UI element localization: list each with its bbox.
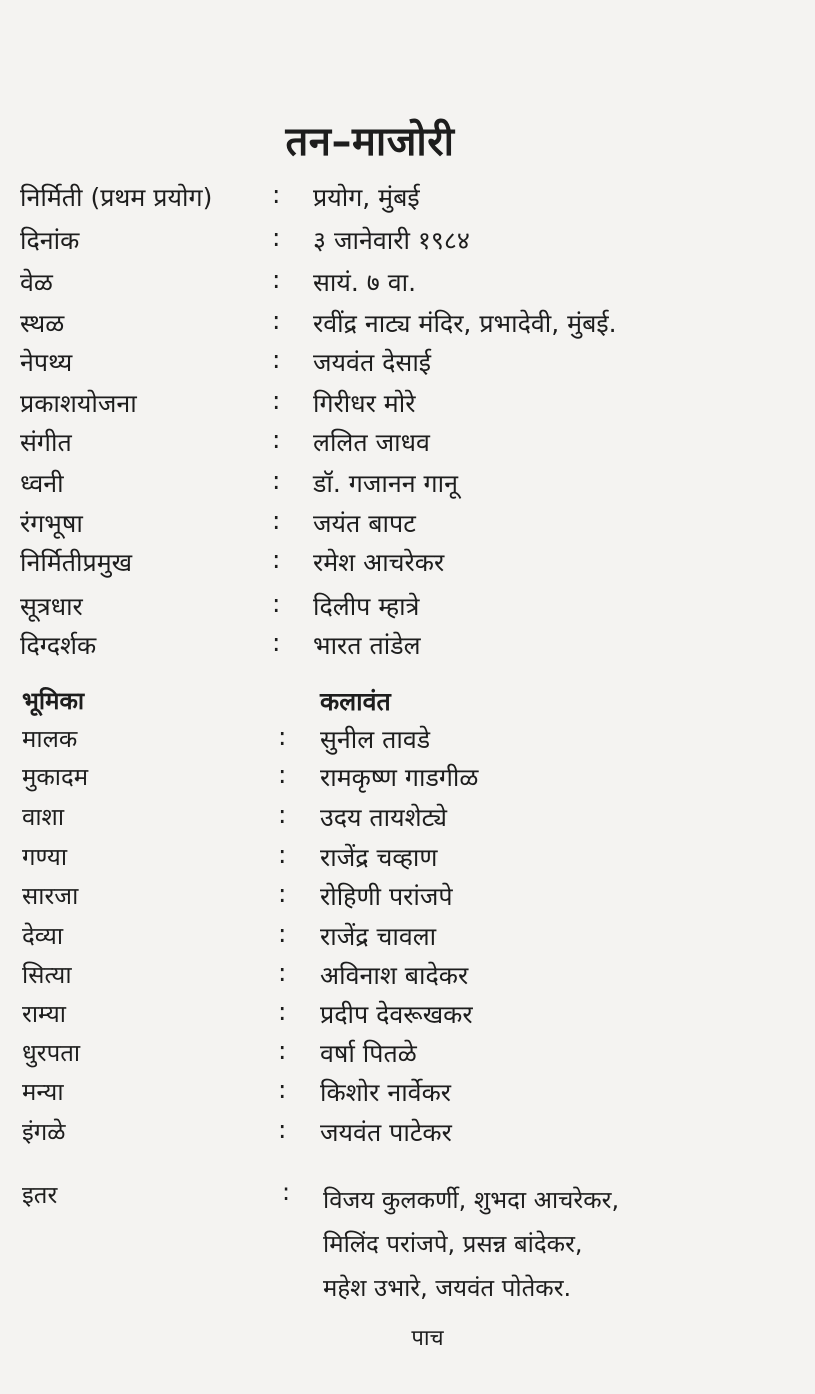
colon: : <box>278 879 287 908</box>
cast-role: सित्या <box>22 961 72 989</box>
cast-actor: जयवंत पाटेकर <box>320 1118 452 1147</box>
cast-row <box>0 1115 815 1155</box>
cast-actor: रामकृष्ण गाडगीळ <box>320 763 479 792</box>
credit-value: ललित जाधव <box>313 428 430 457</box>
colon: : <box>278 1115 287 1144</box>
colon: : <box>278 1075 287 1104</box>
credit-row <box>0 265 815 305</box>
credit-value: जयवंत देसाई <box>313 348 432 377</box>
credit-value: रवींद्र नाट्य मंदिर, प्रभादेवी, मुंबई. <box>313 309 617 338</box>
cast-role: मालक <box>22 725 78 753</box>
cast-actor: राजेंद्र चव्हाण <box>320 843 438 872</box>
other-line: महेश उभारे, जयवंत पोतेकर. <box>323 1274 572 1302</box>
other-line: विजय कुलकर्णी, शुभदा आचरेकर, <box>323 1186 620 1214</box>
credit-value: दिलीप म्हात्रे <box>313 592 420 621</box>
colon: : <box>278 958 287 987</box>
colon: : <box>272 306 281 335</box>
cast-role: मन्या <box>22 1078 64 1106</box>
cast-row <box>0 760 815 800</box>
cast-role: राम्या <box>22 1000 66 1028</box>
credit-row <box>0 425 815 465</box>
cast-role: वाशा <box>22 803 65 831</box>
credit-label: वेळ <box>20 268 53 297</box>
cast-actor: अविनाश बादेकर <box>320 961 469 990</box>
other-label: इतर <box>22 1181 58 1209</box>
colon: : <box>272 425 281 454</box>
colon: : <box>272 265 281 294</box>
cast-row <box>0 958 815 998</box>
page-number: पाच <box>411 1326 444 1351</box>
colon: : <box>278 760 287 789</box>
cast-role: धुरपता <box>22 1039 81 1067</box>
colon: : <box>282 1178 291 1206</box>
colon: : <box>278 997 287 1026</box>
page-title: तन–माजोरी <box>285 119 455 165</box>
other-lines <box>323 1178 619 1310</box>
colon: : <box>272 466 281 495</box>
colon: : <box>278 800 287 829</box>
credit-value: भारत तांडेल <box>313 631 421 660</box>
colon: : <box>272 545 281 574</box>
credit-row <box>0 589 815 629</box>
cast-row <box>0 1075 815 1115</box>
credit-value: जयंत बापट <box>313 509 416 538</box>
credit-value: गिरीधर मोरे <box>313 389 416 418</box>
cast-row <box>0 722 815 762</box>
cast-actor: किशोर नार्वेकर <box>320 1078 451 1107</box>
cast-row <box>0 997 815 1037</box>
credit-label: प्रकाशयोजना <box>20 389 137 418</box>
cast-header-actor: कलावंत <box>320 687 391 716</box>
credit-label: ध्वनी <box>20 469 64 498</box>
credit-label: दिनांक <box>20 226 80 255</box>
colon: : <box>272 223 281 252</box>
credit-row <box>0 545 815 585</box>
credit-value: ३ जानेवारी १९८४ <box>313 226 470 255</box>
credit-row <box>0 386 815 426</box>
cast-role: मुकादम <box>22 763 89 791</box>
other-line: मिलिंद परांजपे, प्रसन्न बांदेकर, <box>323 1230 583 1258</box>
colon: : <box>278 919 287 948</box>
cast-row <box>0 1036 815 1076</box>
credit-label: संगीत <box>20 428 72 457</box>
colon: : <box>272 345 281 374</box>
credit-label: रंगभूषा <box>20 509 83 538</box>
cast-actor: उदय तायशेट्ये <box>320 803 448 832</box>
page-footer <box>0 1322 815 1352</box>
cast-actor: वर्षा पितळे <box>320 1039 417 1068</box>
cast-role: इंगळे <box>22 1118 66 1146</box>
credit-value: प्रयोग, मुंबई <box>313 183 420 212</box>
credit-row <box>0 466 815 506</box>
credit-label: निर्मितीप्रमुख <box>20 548 133 577</box>
credit-label: सूत्रधार <box>20 592 83 621</box>
credit-label: दिग्दर्शक <box>20 631 97 660</box>
colon: : <box>272 628 281 657</box>
credit-row <box>0 223 815 263</box>
cast-actor: राजेंद्र चावला <box>320 922 437 951</box>
credit-row <box>0 628 815 668</box>
colon: : <box>272 180 281 209</box>
colon: : <box>272 386 281 415</box>
colon: : <box>272 506 281 535</box>
credit-row <box>0 506 815 546</box>
cast-row <box>0 919 815 959</box>
cast-role: देव्या <box>22 922 64 950</box>
credit-label: स्थळ <box>20 309 65 338</box>
credit-row <box>0 345 815 385</box>
credit-label: नेपथ्य <box>20 348 73 377</box>
cast-role: सारजा <box>22 882 79 910</box>
credit-value: रमेश आचरेकर <box>313 548 445 577</box>
colon: : <box>278 722 287 751</box>
credit-label: निर्मिती (प्रथम प्रयोग) <box>20 183 213 212</box>
credit-value: सायं. ७ वा. <box>313 268 417 297</box>
cast-actor: सुनील तावडे <box>320 725 431 754</box>
colon: : <box>278 840 287 869</box>
cast-role: गण्या <box>22 843 68 871</box>
cast-header-role: भूमिका <box>22 687 85 715</box>
cast-actor: रोहिणी परांजपे <box>320 882 453 911</box>
credit-value: डॉ. गजानन गानू <box>313 469 458 498</box>
cast-row <box>0 800 815 840</box>
cast-row <box>0 879 815 919</box>
credit-row <box>0 180 815 220</box>
colon: : <box>278 1036 287 1065</box>
credit-row <box>0 306 815 346</box>
cast-actor: प्रदीप देवरूखकर <box>320 1000 473 1029</box>
cast-row <box>0 840 815 880</box>
colon: : <box>272 589 281 618</box>
cast-header <box>0 684 815 724</box>
